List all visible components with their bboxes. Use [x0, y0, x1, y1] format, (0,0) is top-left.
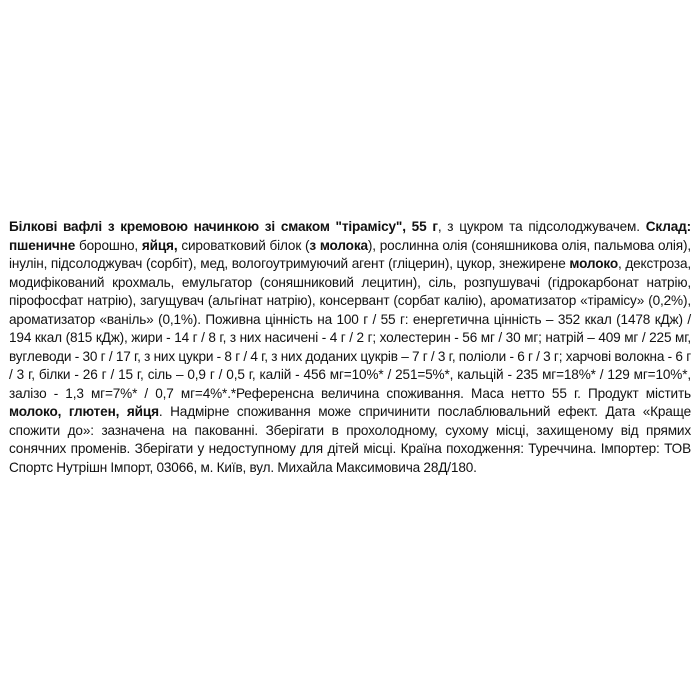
label-text-segment: сироватковий білок (: [177, 237, 310, 253]
label-text-segment: ), рослинна олія (соняшникова олія, пальмова олія), інулін, підсолоджувач (сорбіт), мед, вологоутримуючий агент (гліцерин), цукор, знежирене: [9, 237, 692, 271]
allergen-milk-source: з молока: [309, 237, 368, 253]
allergen-eggs: яйця,: [141, 237, 178, 253]
allergen-milk: молоко: [569, 256, 618, 271]
storage-and-importer-text: . Надмірне споживання може спричинити послаблювальний ефект. Дата «Краще спожити до»: зазначена на пакованні. Зберігати в прохолодному, сухому місці, захищеному від прямих сонячних променів. Зберігати у недоступному для дітей місці. Країна походження: Туреччина. Імпортер: ТОВ Спортс Нутрішн Імпорт, 03066, м. Київ, вул. Михайла Максимовича 28Д/180.: [9, 404, 691, 475]
nutrition-and-info-text: , декстроза, модифікований крохмаль, емульгатор (соняшниковий лецитин), сіль, розпушувачі (гідрокарбонат натрію, пірофосфат натрію), загущувач (альгінат натрію), консервант (сорбат калію), ароматизатор «тірамісу» (0,2%), ароматизатор «ваніль» (0,1%). Поживна цінність на 100 г / 55 г: енергетична цінність – 352 ккал (1478 кДж) / 194 ккал (815 кДж), жири - 14 г / 8 г, з них насичені - 4 г / 2 г; холестерин - 56 мг / 30 мг; натрій – 409 мг / 225 мг, вуглеводи - 30 г / 17 г, з них цукри - 8 г / 4 г, з них доданих цукрів – 7 г / 3 г, поліоли - 6 г / 3 г; харчові волокна - 6 г / 3 г, білки - 26 г / 15 г, сіль – 0,9 г / 0,5 г, калій - 456 мг=10%* / 251=5%*, кальцій - 235 мг=18%* / 129 мг=10%*, залізо - 1,3 мг=7%* / 0,7 мг=4%*.*Референсна величина споживання. Маса нетто 55 г. Продукт містить: [9, 256, 691, 401]
product-title: Білкові вафлі з кремовою начинкою зі смаком "тірамісу", 55 г: [9, 219, 438, 234]
product-label-text: [9, 218, 691, 477]
label-text-segment: , з цукром та підсолоджувачем.: [437, 219, 646, 234]
ingredients-heading: Склад: пшеничне: [9, 219, 691, 253]
allergen-summary: молоко, глютен, яйця: [9, 404, 159, 419]
label-text-segment: борошно,: [75, 237, 142, 253]
